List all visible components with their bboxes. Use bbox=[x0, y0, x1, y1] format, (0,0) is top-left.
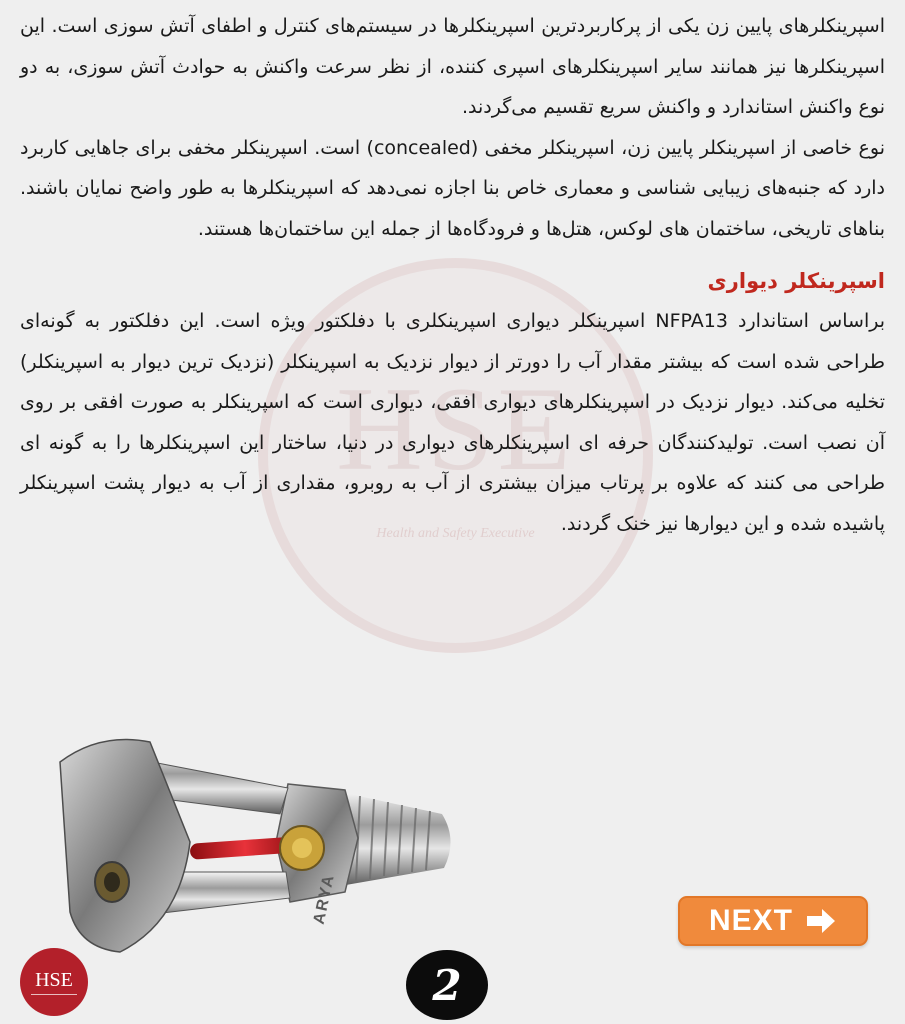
brand-marking: ARYA bbox=[310, 872, 338, 926]
sidewall-sprinkler-image bbox=[40, 722, 480, 962]
next-button[interactable] bbox=[678, 896, 868, 946]
hse-logo bbox=[20, 948, 88, 1016]
intro-paragraph-1: اسپرینکلرهای پایین زن یکی از پرکاربردترین اسپرینکلرها در سیستم‌های کنترل و اطفای آتش سوزی است. این اسپرینکلرها نیز همانند سایر اسپرینکلرهای اسپری کننده، از نظر سرعت واکنش به حوادث آتش سوزی، به دو نوع واکنش استاندارد و واکنش سریع تقسیم می‌گردند. bbox=[20, 15, 885, 118]
page-number-badge bbox=[406, 950, 488, 1020]
logo-text: HSE bbox=[35, 968, 73, 991]
intro-paragraph-2: نوع خاصی از اسپرینکلر پایین زن، اسپرینکلر مخفی (concealed) است. اسپرینکلر مخفی برای جاهایی کاربرد دارد که جنبه‌های زیبایی شناسی و معماری خاص بنا اجازه نمی‌دهد که اسپرینکلرها به طور واضح نمایان باشند. بناهای تاریخی، ساختمان های لوکس، هتل‌ها و فرودگاه‌ها از جمله این ساختمان‌ها هستند. bbox=[20, 136, 885, 240]
section-heading: اسپرینکلر دیواری bbox=[707, 269, 885, 293]
logo-divider bbox=[31, 994, 77, 995]
watermark-subtext: Health and Safety Executive bbox=[376, 526, 535, 541]
page-number: 2 bbox=[432, 960, 462, 1010]
next-label: NEXT bbox=[708, 904, 793, 937]
article-body bbox=[20, 6, 885, 544]
arrow-right-icon bbox=[805, 907, 837, 935]
watermark-text: HSE bbox=[336, 362, 575, 495]
section-paragraph: براساس استاندارد NFPA13 اسپرینکلر دیواری اسپرینکلری با دفلکتور ویژه است. این دفلکتور به گونه‌ای طراحی شده است که بیشتر مقدار آب را دورتر از دیوار نزدیک به اسپرینکلر (نزدیک ترین دیوار به اسپرینکلر) تخلیه می‌کند. دیوار نزدیک در اسپرینکلرهای دیواری افقی، دیواری است که اسپرینکلر به صورت افقی بر روی آن نصب است. تولیدکنندگان حرفه ای اسپرینکلرهای دیواری در دنیا، ساختار این اسپرینکلرها را به گونه ای طراحی می کنند که علاوه بر پرتاب میزان بیشتری از آب به روبرو، مقداری از آب به دیوار پشت اسپرینکلر پاشیده شده و این دیوارها نیز خنک گردند. bbox=[20, 310, 885, 535]
